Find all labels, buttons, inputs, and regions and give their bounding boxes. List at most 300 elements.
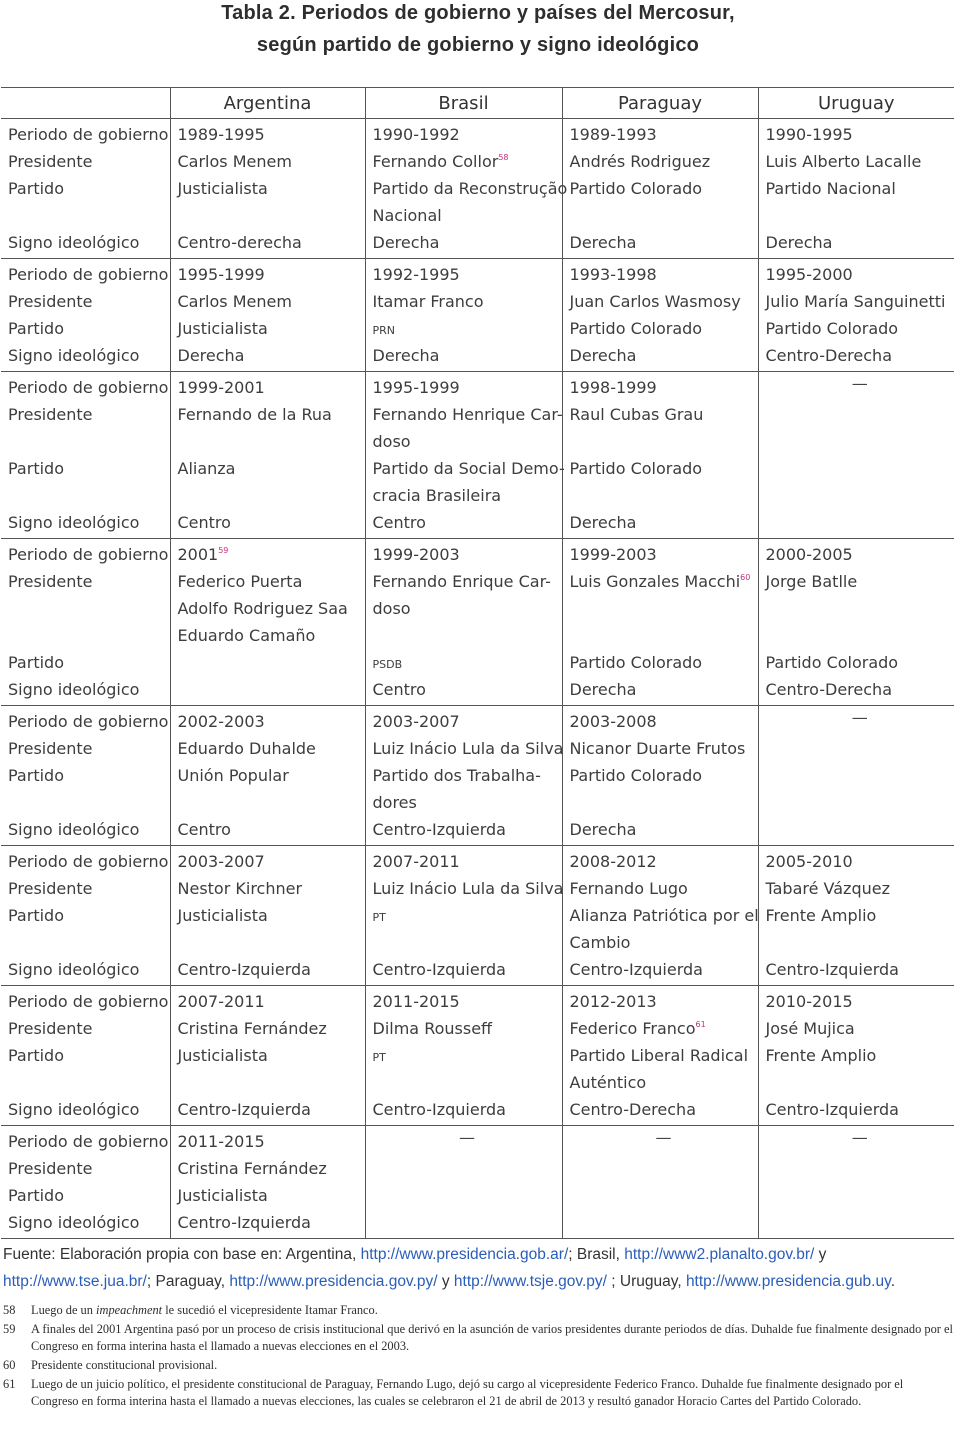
cell-line <box>570 509 758 536</box>
cell-text: Centro-derecha <box>177 233 302 252</box>
cell-text: 1989-1993 <box>569 125 657 144</box>
uruguay-cell <box>758 986 954 1126</box>
source-link[interactable]: http://www2.planalto.gov.br/ <box>624 1246 815 1263</box>
cell-text: Partido Liberal Radical <box>569 1046 749 1065</box>
cell-line <box>178 148 365 175</box>
title-line-1: Tabla 2. Periodos de gobierno y países del Mercosur, <box>221 2 735 24</box>
table-row <box>1 986 954 1126</box>
table-body <box>1 119 954 1239</box>
cell-text: Nestor Kirchner <box>177 879 303 898</box>
cell-line <box>373 541 562 568</box>
row-labels-cell <box>1 846 170 986</box>
cell-text: Partido Colorado <box>569 179 703 198</box>
cell-line <box>373 735 562 762</box>
row-label: Signo ideológico <box>8 346 140 365</box>
cell-line <box>570 202 758 229</box>
cell-line <box>570 902 758 929</box>
cell-text: 1989-1995 <box>177 125 265 144</box>
cell-line <box>178 315 365 342</box>
cell-line <box>766 1015 955 1042</box>
cell-text: Cristina Fernández <box>177 1019 327 1038</box>
source-link[interactable]: http://www.presidencia.gub.uy <box>685 1273 891 1290</box>
row-label: Partido <box>8 653 64 672</box>
table-row <box>1 1126 954 1239</box>
source-text: y <box>814 1246 827 1263</box>
cell-line <box>373 509 562 536</box>
brasil-cell <box>365 706 562 846</box>
cell-line <box>570 1096 758 1123</box>
footnote <box>3 1357 953 1374</box>
row-label: Partido <box>8 1186 64 1205</box>
cell-line <box>373 229 562 256</box>
footnote <box>3 1321 953 1355</box>
cell-text: Partido da Social Demo- <box>372 459 565 478</box>
cell-text: Partido Colorado <box>569 459 703 478</box>
cell-line <box>178 1209 365 1236</box>
cell-text: Centro-Izquierda <box>372 960 506 979</box>
cell-text: Derecha <box>569 680 637 699</box>
cell-line <box>570 482 758 509</box>
cell-text: PT <box>372 911 386 924</box>
cell-text: Luis Gonzales Macchi <box>569 572 741 591</box>
argentina-cell <box>170 539 365 706</box>
cell-line <box>766 929 955 956</box>
cell-line <box>570 929 758 956</box>
cell-line <box>372 175 568 202</box>
row-label <box>8 202 170 229</box>
cell-line <box>373 622 562 649</box>
argentina-cell <box>170 119 365 259</box>
footnote-text: Luego de un <box>31 1303 97 1317</box>
cell-text: Cristina Fernández <box>177 1159 327 1178</box>
cell-line <box>570 175 758 202</box>
cell-text: Partido da Reconstrução <box>372 179 568 198</box>
cell-line <box>766 342 955 369</box>
cell-text: 1995-1999 <box>372 378 460 397</box>
cell-text: Cambio <box>569 933 631 952</box>
cell-text: Centro-Derecha <box>765 680 892 699</box>
cell-line <box>178 1128 365 1155</box>
cell-text: PSDB <box>372 658 403 671</box>
row-label: Periodo de gobierno <box>8 852 169 871</box>
cell-text: Federico Puerta <box>177 572 303 591</box>
cell-text: Raul Cubas Grau <box>569 405 704 424</box>
cell-text: Eduardo Duhalde <box>177 739 316 758</box>
cell-line <box>178 482 365 509</box>
cell-line <box>570 848 758 875</box>
cell-line <box>373 342 562 369</box>
cell-line <box>178 1182 365 1209</box>
cell-text: Luiz Inácio Lula da Silva <box>372 739 564 758</box>
cell-line <box>178 1042 365 1069</box>
cell-text: Derecha <box>765 233 833 252</box>
cell-text: 1999-2003 <box>372 545 460 564</box>
cell-line <box>178 202 365 229</box>
cell-text: Jorge Batlle <box>765 572 858 591</box>
cell-text: Centro <box>177 820 231 839</box>
cell-text: Eduardo Camaño <box>177 626 316 645</box>
cell-line <box>373 816 562 843</box>
cell-text: Partido Colorado <box>765 319 899 338</box>
cell-line <box>178 175 365 202</box>
brasil-empty-cell: — <box>365 1126 562 1239</box>
row-label: Presidente <box>8 405 93 424</box>
footnote-ref[interactable]: 61 <box>695 1020 706 1029</box>
cell-text: Centro-Izquierda <box>177 960 311 979</box>
cell-line <box>373 762 562 789</box>
row-label <box>8 622 170 649</box>
cell-line <box>570 622 758 649</box>
cell-line <box>766 848 955 875</box>
cell-line <box>570 121 758 148</box>
row-label <box>8 595 170 622</box>
row-label: Periodo de gobierno <box>8 378 169 397</box>
footnotes <box>3 1302 953 1412</box>
row-label: Presidente <box>8 152 93 171</box>
cell-text: Centro-Izquierda <box>765 1100 899 1119</box>
footnote-text: Luego de un juicio político, el presidente constitucional de Paraguay, Fernando Lugo, dejó su cargo al vicepresidente Federico Franco. Duhalde fue finalmente designado por el Congreso en forma interina hasta el llamado a nuevas elecciones, las cuales se celebraron el 21 de abril de 2013 y resultó ganador Horacio Cartes del Partido Colorado. <box>31 1377 904 1408</box>
row-label: Presidente <box>8 572 93 591</box>
cell-text: Centro <box>372 513 426 532</box>
source-text: . <box>890 1273 896 1290</box>
cell-line <box>570 1042 758 1069</box>
cell-line <box>766 649 955 676</box>
cell-text: Frente Amplio <box>765 906 877 925</box>
cell-line <box>178 816 365 843</box>
cell-line <box>570 956 758 983</box>
cell-line <box>373 568 562 595</box>
cell-text: Carlos Menem <box>177 292 292 311</box>
cell-line <box>373 1042 562 1069</box>
row-label: Presidente <box>8 292 93 311</box>
cell-text: Derecha <box>372 346 440 365</box>
paraguay-empty-cell: — <box>562 1126 758 1239</box>
row-label: Presidente <box>8 1019 93 1038</box>
cell-line <box>373 202 562 229</box>
cell-line <box>570 342 758 369</box>
cell-text: Andrés Rodriguez <box>569 152 711 171</box>
paraguay-cell <box>562 986 758 1126</box>
cell-text: Derecha <box>177 346 245 365</box>
cell-text: Fernando de la Rua <box>177 405 332 424</box>
cell-text: Derecha <box>569 513 637 532</box>
cell-line <box>178 1155 365 1182</box>
footnote-text: le sucedió el vicepresidente Itamar Franco. <box>162 1303 378 1317</box>
cell-line <box>766 676 955 703</box>
cell-line <box>178 1069 365 1096</box>
cell-text: Fernando Collor <box>372 152 499 171</box>
cell-line <box>373 401 562 428</box>
cell-line <box>373 374 562 401</box>
cell-line <box>373 649 562 676</box>
cell-line <box>372 455 565 482</box>
cell-line <box>178 374 365 401</box>
cell-text: 2011-2015 <box>372 992 460 1011</box>
cell-line <box>373 1069 562 1096</box>
cell-line <box>178 649 365 676</box>
cell-text: Derecha <box>372 233 440 252</box>
row-label: Partido <box>8 459 64 478</box>
cell-text: Fernando Enrique Car- <box>372 572 551 591</box>
cell-line <box>766 1042 955 1069</box>
cell-text: Derecha <box>569 346 637 365</box>
cell-line <box>373 1015 562 1042</box>
cell-line <box>178 789 365 816</box>
cell-line <box>178 288 365 315</box>
cell-line <box>570 455 758 482</box>
cell-text: Alianza Patriótica por el <box>569 906 759 925</box>
cell-text: Luis Alberto Lacalle <box>765 152 922 171</box>
header-uruguay: Uruguay <box>758 88 954 119</box>
header-empty <box>1 88 170 119</box>
footnote-number: 58 <box>3 1303 16 1317</box>
source-link[interactable]: http://www.tse.jua.br/ <box>3 1273 147 1290</box>
cell-text: 1999-2003 <box>569 545 657 564</box>
uruguay-cell <box>758 259 954 372</box>
cell-text: 2003-2007 <box>177 852 265 871</box>
cell-text: Centro <box>177 513 231 532</box>
row-label: Partido <box>8 1046 64 1065</box>
cell-text: doso <box>372 432 411 451</box>
footnote-text: Presidente constitucional provisional. <box>31 1358 218 1372</box>
header-brasil: Brasil <box>365 88 562 119</box>
cell-text: 1998-1999 <box>569 378 657 397</box>
cell-line <box>766 121 955 148</box>
cell-text: Centro <box>372 680 426 699</box>
source-link[interactable]: http://www.presidencia.gob.ar/ <box>360 1246 569 1263</box>
cell-line <box>178 1015 365 1042</box>
cell-text: Centro-Izquierda <box>177 1213 311 1232</box>
cell-line <box>766 568 955 595</box>
paraguay-cell <box>562 372 758 539</box>
argentina-cell <box>170 1126 365 1239</box>
cell-line <box>766 148 955 175</box>
footnote-ref[interactable]: 58 <box>498 153 509 162</box>
row-label: Presidente <box>8 739 93 758</box>
cell-line <box>178 229 365 256</box>
cell-text: 2007-2011 <box>177 992 265 1011</box>
source-link[interactable]: http://www.tsje.gov.py/ <box>453 1273 607 1290</box>
uruguay-empty-cell: — <box>758 1126 954 1239</box>
row-label: Periodo de gobierno <box>8 125 169 144</box>
cell-line <box>373 848 562 875</box>
cell-text: Partido Colorado <box>569 766 703 785</box>
row-label: Partido <box>8 319 64 338</box>
cell-line <box>373 789 562 816</box>
cell-text: Justicialista <box>177 906 268 925</box>
cell-text: 2010-2015 <box>765 992 853 1011</box>
cell-line <box>178 956 365 983</box>
cell-line <box>178 541 365 568</box>
government-periods-table <box>1 87 954 1239</box>
cell-line <box>178 708 365 735</box>
cell-text: Adolfo Rodriguez Saa <box>177 599 348 618</box>
uruguay-cell <box>758 539 954 706</box>
cell-line <box>178 401 365 428</box>
cell-text: Justicialista <box>177 1186 268 1205</box>
argentina-cell <box>170 846 365 986</box>
row-label: Partido <box>8 179 64 198</box>
cell-text: 2003-2007 <box>372 712 460 731</box>
cell-line <box>178 428 365 455</box>
paraguay-cell <box>562 259 758 372</box>
cell-text: PT <box>372 1051 386 1064</box>
cell-text: José Mujica <box>765 1019 855 1038</box>
header-paraguay: Paraguay <box>562 88 758 119</box>
cell-line <box>570 708 758 735</box>
cell-line <box>570 875 758 902</box>
cell-line <box>570 428 758 455</box>
cell-line <box>373 595 562 622</box>
table-row <box>1 259 954 372</box>
paraguay-cell <box>562 539 758 706</box>
cell-text: Partido dos Trabalha- <box>372 766 541 785</box>
footnote-text: impeachment <box>96 1303 163 1317</box>
cell-line <box>766 595 955 622</box>
row-label: Signo ideológico <box>8 233 140 252</box>
cell-line <box>766 1069 955 1096</box>
row-labels-cell <box>1 119 170 259</box>
cell-text: Justicialista <box>177 1046 268 1065</box>
cell-line <box>178 568 365 595</box>
cell-text: Partido Nacional <box>765 179 896 198</box>
cell-text: Frente Amplio <box>765 1046 877 1065</box>
row-label <box>8 929 170 956</box>
source-link[interactable]: http://www.presidencia.gov.py/ <box>229 1273 438 1290</box>
cell-line <box>570 401 758 428</box>
cell-text: 2007-2011 <box>372 852 460 871</box>
row-label: Periodo de gobierno <box>8 992 169 1011</box>
footnote-number: 61 <box>3 1377 16 1391</box>
cell-line <box>373 708 562 735</box>
cell-line <box>570 988 758 1015</box>
row-label: Periodo de gobierno <box>8 545 169 564</box>
cell-line <box>570 541 758 568</box>
cell-line <box>570 816 758 843</box>
cell-line <box>373 988 562 1015</box>
row-label <box>8 428 170 455</box>
cell-line <box>766 315 955 342</box>
cell-text: Carlos Menem <box>177 152 292 171</box>
cell-line <box>178 121 365 148</box>
cell-text: 1990-1992 <box>372 125 460 144</box>
row-label: Signo ideológico <box>8 1213 140 1232</box>
cell-text: Federico Franco <box>569 1019 696 1038</box>
row-labels-cell <box>1 986 170 1126</box>
cell-line <box>766 902 955 929</box>
cell-text: dores <box>372 793 417 812</box>
cell-line <box>766 202 955 229</box>
cell-line <box>373 902 562 929</box>
cell-text: Centro-Izquierda <box>765 960 899 979</box>
footnote <box>3 1302 953 1319</box>
cell-line <box>766 175 955 202</box>
header-argentina: Argentina <box>170 88 365 119</box>
source-text: y <box>437 1273 454 1290</box>
source-note <box>3 1241 953 1295</box>
cell-line <box>570 148 758 175</box>
paraguay-cell <box>562 706 758 846</box>
cell-text: Centro-Izquierda <box>177 1100 311 1119</box>
cell-line <box>570 229 758 256</box>
footnote-number: 59 <box>3 1322 16 1336</box>
cell-text: Alianza <box>177 459 236 478</box>
cell-line <box>766 288 955 315</box>
source-text: ; Brasil, <box>568 1246 625 1263</box>
cell-line <box>766 622 955 649</box>
row-label: Signo ideológico <box>8 513 140 532</box>
cell-line <box>178 676 365 703</box>
row-labels-cell <box>1 372 170 539</box>
argentina-cell <box>170 372 365 539</box>
cell-line <box>766 956 955 983</box>
cell-line <box>178 342 365 369</box>
footnote-ref[interactable]: 59 <box>218 546 229 555</box>
table-row <box>1 119 954 259</box>
cell-text: Fernando Lugo <box>569 879 688 898</box>
footnote <box>3 1376 953 1410</box>
row-label: Presidente <box>8 879 93 898</box>
row-label: Presidente <box>8 1159 93 1178</box>
table-row <box>1 706 954 846</box>
cell-line <box>373 482 562 509</box>
cell-line <box>570 568 758 595</box>
cell-line <box>178 902 365 929</box>
cell-line <box>373 676 562 703</box>
cell-text: Centro-Izquierda <box>569 960 703 979</box>
cell-line <box>570 374 758 401</box>
cell-text: Dilma Rousseff <box>372 1019 493 1038</box>
cell-line <box>766 541 955 568</box>
cell-text: Centro-Derecha <box>569 1100 696 1119</box>
cell-line <box>373 956 562 983</box>
cell-line <box>766 1096 955 1123</box>
footnote-text: A finales del 2001 Argentina pasó por un proceso de crisis institucional que derivó en la asunción de varios presidentes durante periodos de días. Duhalde fue finalmente designado por el Congreso en forma interina hasta el llamado a nuevas elecciones en el 2003. <box>31 1322 953 1353</box>
row-label: Partido <box>8 766 64 785</box>
cell-line <box>766 229 955 256</box>
cell-line <box>178 622 365 649</box>
cell-text: Julio María Sanguinetti <box>765 292 946 311</box>
paraguay-cell <box>562 846 758 986</box>
cell-text: 2012-2013 <box>569 992 657 1011</box>
row-label: Signo ideológico <box>8 960 140 979</box>
cell-text: Partido Colorado <box>765 653 899 672</box>
cell-text: Justicialista <box>177 179 268 198</box>
cell-text: 2000-2005 <box>765 545 853 564</box>
cell-text: Derecha <box>569 820 637 839</box>
cell-text: doso <box>372 599 411 618</box>
cell-line <box>373 288 562 315</box>
footnote-ref[interactable]: 60 <box>740 573 751 582</box>
cell-line <box>178 1096 365 1123</box>
cell-line <box>373 428 562 455</box>
cell-text: 1995-1999 <box>177 265 265 284</box>
table-header-row <box>1 88 954 119</box>
cell-line <box>570 1069 758 1096</box>
cell-line <box>373 315 562 342</box>
cell-line <box>570 1015 758 1042</box>
row-label: Periodo de gobierno <box>8 265 169 284</box>
row-label: Periodo de gobierno <box>8 712 169 731</box>
cell-text: Itamar Franco <box>372 292 484 311</box>
cell-text: Tabaré Vázquez <box>765 879 890 898</box>
cell-line <box>373 929 562 956</box>
cell-text: Partido Colorado <box>569 319 703 338</box>
cell-text: Derecha <box>569 233 637 252</box>
cell-text: Centro-Izquierda <box>372 820 506 839</box>
cell-line <box>178 509 365 536</box>
cell-text: 2002-2003 <box>177 712 265 731</box>
